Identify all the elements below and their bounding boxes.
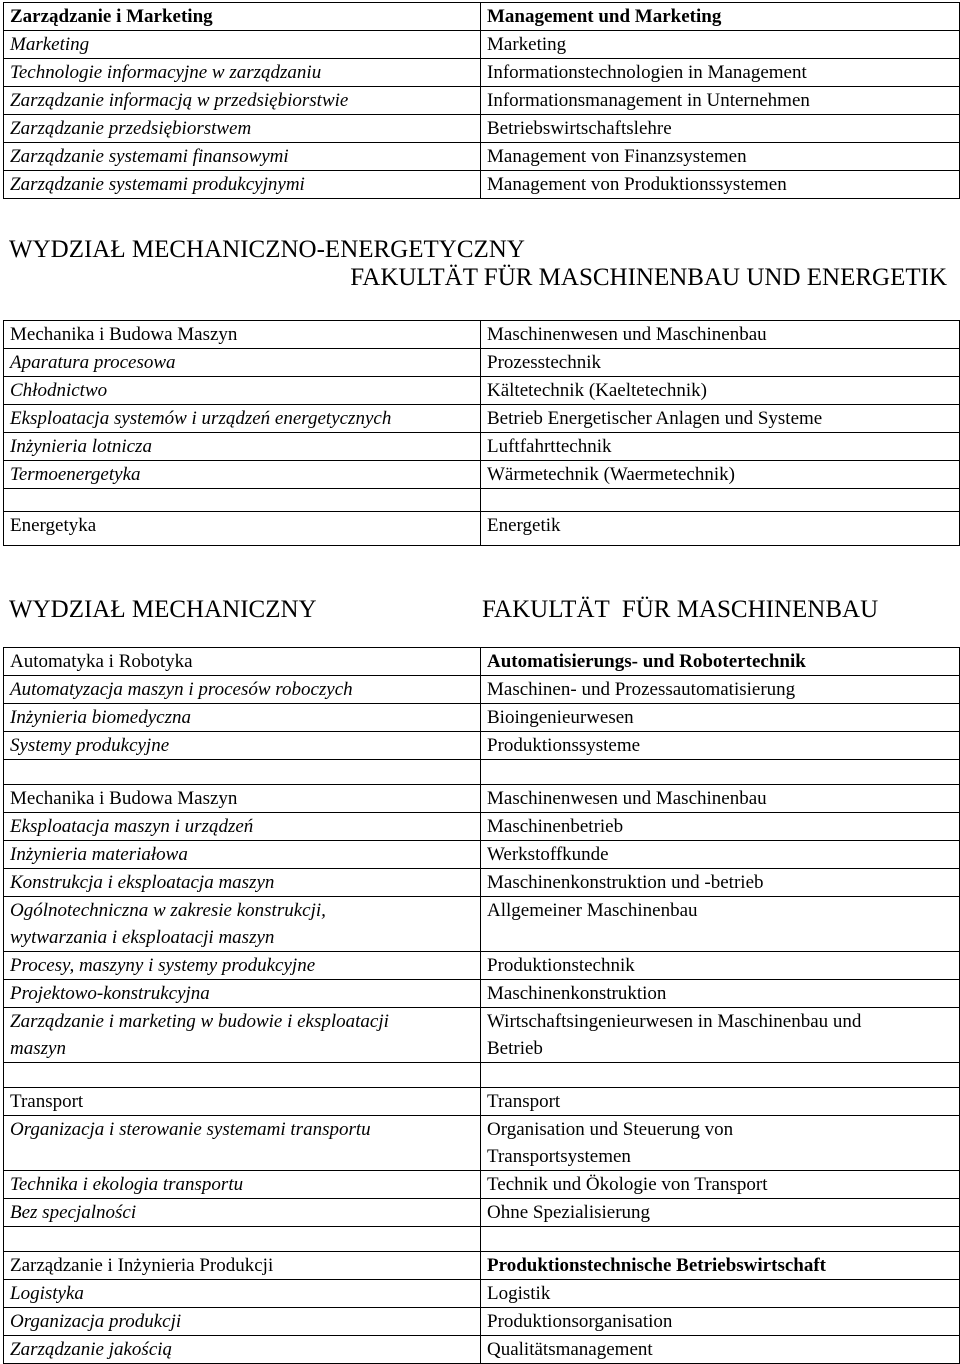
cell-de: Technik und Ökologie von Transport: [481, 1171, 960, 1199]
table-row: [4, 704, 960, 732]
cell-pl: Inżynieria biomedyczna: [4, 704, 481, 732]
table-row: [4, 171, 960, 199]
cell-de: Betriebswirtschaftslehre: [481, 115, 960, 143]
table-row-header: [4, 3, 960, 31]
cell-de: Luftfahrttechnik: [481, 433, 960, 461]
table-row: [4, 869, 960, 897]
cell-de: Produktionsorganisation: [481, 1308, 960, 1336]
mech-energy-table: [3, 320, 960, 546]
cell-pl: Organizacja produkcji: [4, 1308, 481, 1336]
cell-de: Maschinenwesen und Maschinenbau: [481, 321, 960, 349]
table-row: [4, 59, 960, 87]
faculty-title-pl: WYDZIAŁ MECHANICZNY: [9, 596, 317, 623]
cell-pl: Zarządzanie informacją w przedsiębiorstwie: [4, 87, 481, 115]
faculty-title-de: FAKULTÄT FÜR MASCHINENBAU UND ENERGETIK: [350, 264, 947, 291]
cell-de: Management von Produktionssystemen: [481, 171, 960, 199]
cell-pl: Inżynieria lotnicza: [4, 433, 481, 461]
cell-pl: Logistyka: [4, 1280, 481, 1308]
table-row-header: [4, 1088, 960, 1116]
table-row: [4, 1336, 960, 1364]
table-row: [4, 1280, 960, 1308]
cell-de: Management und Marketing: [481, 3, 960, 31]
cell-de: Qualitätsmanagement: [481, 1336, 960, 1364]
cell-de: Informationsmanagement in Unternehmen: [481, 87, 960, 115]
cell-pl: Zarządzanie i marketing w budowie i eksploatacji maszyn: [4, 1008, 481, 1063]
cell-de: Maschinenkonstruktion: [481, 980, 960, 1008]
cell-pl: Ogólnotechniczna w zakresie konstrukcji, wytwarzania i eksploatacji maszyn: [4, 897, 481, 952]
cell-pl: Aparatura procesowa: [4, 349, 481, 377]
cell-pl: Procesy, maszyny i systemy produkcyjne: [4, 952, 481, 980]
cell-pl: Konstrukcja i eksploatacja maszyn: [4, 869, 481, 897]
table-row: [4, 377, 960, 405]
table-row: [4, 1171, 960, 1199]
cell-pl: Mechanika i Budowa Maszyn: [4, 785, 481, 813]
cell-de: Informationstechnologien in Management: [481, 59, 960, 87]
table-row: [4, 1008, 960, 1063]
cell-pl: Systemy produkcyjne: [4, 732, 481, 760]
faculty-heading-mech-energy: [0, 235, 960, 303]
table-row: [4, 143, 960, 171]
cell-pl: Transport: [4, 1088, 481, 1116]
cell-de: Energetik: [481, 512, 960, 546]
cell-pl: Technologie informacyjne w zarządzaniu: [4, 59, 481, 87]
cell-de: Produktionssysteme: [481, 732, 960, 760]
cell-pl: Automatyzacja maszyn i procesów roboczych: [4, 676, 481, 704]
cell-pl: Marketing: [4, 31, 481, 59]
faculty-title-pl: WYDZIAŁ MECHANICZNO-ENERGETYCZNY: [9, 236, 525, 263]
cell-de: Maschinenwesen und Maschinenbau: [481, 785, 960, 813]
table-row: [4, 897, 960, 952]
mech-table: [3, 647, 960, 1364]
table-row: [4, 1199, 960, 1227]
table-row: [4, 461, 960, 489]
cell-pl: Eksploatacja maszyn i urządzeń: [4, 813, 481, 841]
cell-pl: Chłodnictwo: [4, 377, 481, 405]
table-spacer: [4, 1227, 960, 1252]
table-spacer: [4, 760, 960, 785]
table-row: [4, 1116, 960, 1171]
table-row-header: [4, 785, 960, 813]
cell-de: Ohne Spezialisierung: [481, 1199, 960, 1227]
table-row: [4, 1308, 960, 1336]
cell-pl: Zarządzanie przedsiębiorstwem: [4, 115, 481, 143]
table-row: [4, 813, 960, 841]
table-row: [4, 732, 960, 760]
cell-pl: Inżynieria materiałowa: [4, 841, 481, 869]
table-row: [4, 31, 960, 59]
cell-de: Logistik: [481, 1280, 960, 1308]
cell-de: Marketing: [481, 31, 960, 59]
cell-de: Maschinen- und Prozessautomatisierung: [481, 676, 960, 704]
table-spacer: [4, 1063, 960, 1088]
cell-pl: Projektowo-konstrukcyjna: [4, 980, 481, 1008]
cell-de: Allgemeiner Maschinenbau: [481, 897, 960, 952]
cell-pl: Zarządzanie i Inżynieria Produkcji: [4, 1252, 481, 1280]
table-row-header: [4, 1252, 960, 1280]
table-spacer: [4, 489, 960, 512]
cell-pl: Termoenergetyka: [4, 461, 481, 489]
table-row: [4, 676, 960, 704]
cell-de: Maschinenbetrieb: [481, 813, 960, 841]
cell-pl: Technika i ekologia transportu: [4, 1171, 481, 1199]
table-row: [4, 841, 960, 869]
table-row-header: [4, 321, 960, 349]
faculty-heading-mech: [0, 595, 960, 629]
table-row-footer: [4, 512, 960, 546]
cell-pl: Mechanika i Budowa Maszyn: [4, 321, 481, 349]
top-program-table: [3, 2, 960, 199]
table-row: [4, 980, 960, 1008]
cell-pl: Zarządzanie systemami finansowymi: [4, 143, 481, 171]
table-row: [4, 87, 960, 115]
cell-de: Transport: [481, 1088, 960, 1116]
cell-pl: Zarządzanie jakością: [4, 1336, 481, 1364]
cell-de: Betrieb Energetischer Anlagen und Systeme: [481, 405, 960, 433]
cell-de: Wärmetechnik (Waermetechnik): [481, 461, 960, 489]
cell-de: Produktionstechnik: [481, 952, 960, 980]
cell-de: Prozesstechnik: [481, 349, 960, 377]
faculty-title-de: FAKULTÄT FÜR MASCHINENBAU: [482, 596, 879, 623]
cell-de: Werkstoffkunde: [481, 841, 960, 869]
table-row: [4, 115, 960, 143]
cell-de: Management von Finanzsystemen: [481, 143, 960, 171]
cell-de: Produktionstechnische Betriebswirtschaft: [481, 1252, 960, 1280]
cell-de: Kältetechnik (Kaeltetechnik): [481, 377, 960, 405]
cell-pl: Eksploatacja systemów i urządzeń energetycznych: [4, 405, 481, 433]
table-row: [4, 405, 960, 433]
cell-pl: Automatyka i Robotyka: [4, 648, 481, 676]
cell-de: Wirtschaftsingenieurwesen in Maschinenbau und Betrieb: [481, 1008, 960, 1063]
cell-pl: Energetyka: [4, 512, 481, 546]
table-row: [4, 349, 960, 377]
table-row-header: [4, 648, 960, 676]
table-row: [4, 952, 960, 980]
cell-de: Organisation und Steuerung von Transportsystemen: [481, 1116, 960, 1171]
cell-pl: Bez specjalności: [4, 1199, 481, 1227]
cell-de: Bioingenieurwesen: [481, 704, 960, 732]
cell-de: Automatisierungs- und Robotertechnik: [481, 648, 960, 676]
cell-pl: Zarządzanie systemami produkcyjnymi: [4, 171, 481, 199]
cell-de: Maschinenkonstruktion und -betrieb: [481, 869, 960, 897]
cell-pl: Zarządzanie i Marketing: [4, 3, 481, 31]
table-row: [4, 433, 960, 461]
cell-pl: Organizacja i sterowanie systemami transportu: [4, 1116, 481, 1171]
